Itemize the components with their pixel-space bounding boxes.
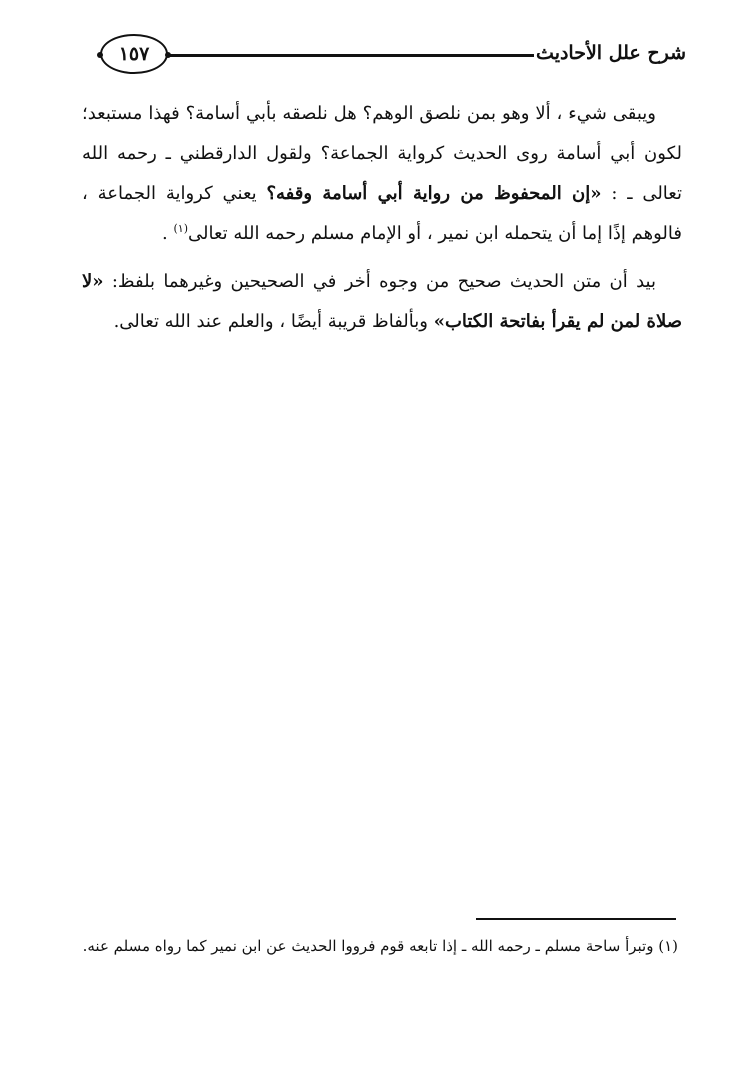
page-number-badge: ١٥٧: [100, 34, 168, 74]
header-rule: [168, 54, 534, 57]
footnote-1: (١) وتبرأ ساحة مسلم ـ رحمه الله ـ إذا تابعه قوم فرووا الحديث عن ابن نمير كما رواه مسلم عنه.: [82, 937, 678, 955]
p1-text-a: ويبقى شيء ، ألا وهو بمن نلصق الوهم؟ هل نلصقه بأبي أسامة؟ فهذا مستبعد؛ لكون أبي أسامة روى الحديث كرواية الجماعة؟ ولقول الدارقطني ـ رحمه الله تعالى ـ :: [82, 103, 682, 204]
footnote-rule: [476, 918, 676, 920]
footnote-reference[interactable]: (١): [173, 222, 189, 235]
p2-quote: «لا صلاة لمن لم يقرأ بفاتحة الكتاب»: [82, 271, 682, 332]
p1-text-c: .: [162, 223, 174, 244]
main-text: [82, 94, 682, 342]
p2-text-a: بيد أن متن الحديث صحيح من وجوه أخر في الصحيحين وغيرهما بلفظ:: [103, 271, 656, 292]
p1-quote: «إن المحفوظ من رواية أبي أسامة وقفه؟: [266, 183, 602, 204]
p2-text-b: وبألفاظ قريبة أيضًا ، والعلم عند الله تعالى.: [113, 311, 434, 332]
paragraph-2: [82, 262, 682, 342]
running-title: شرح علل الأحاديث: [536, 42, 686, 64]
paragraph-1: [82, 94, 682, 254]
page-header: [96, 34, 686, 78]
footnote: [82, 930, 678, 962]
p1-text-b: يعني كرواية الجماعة ، فالوهم إذًا إما أن يتحمله ابن نمير ، أو الإمام مسلم رحمه الله تعالى: [82, 183, 682, 244]
